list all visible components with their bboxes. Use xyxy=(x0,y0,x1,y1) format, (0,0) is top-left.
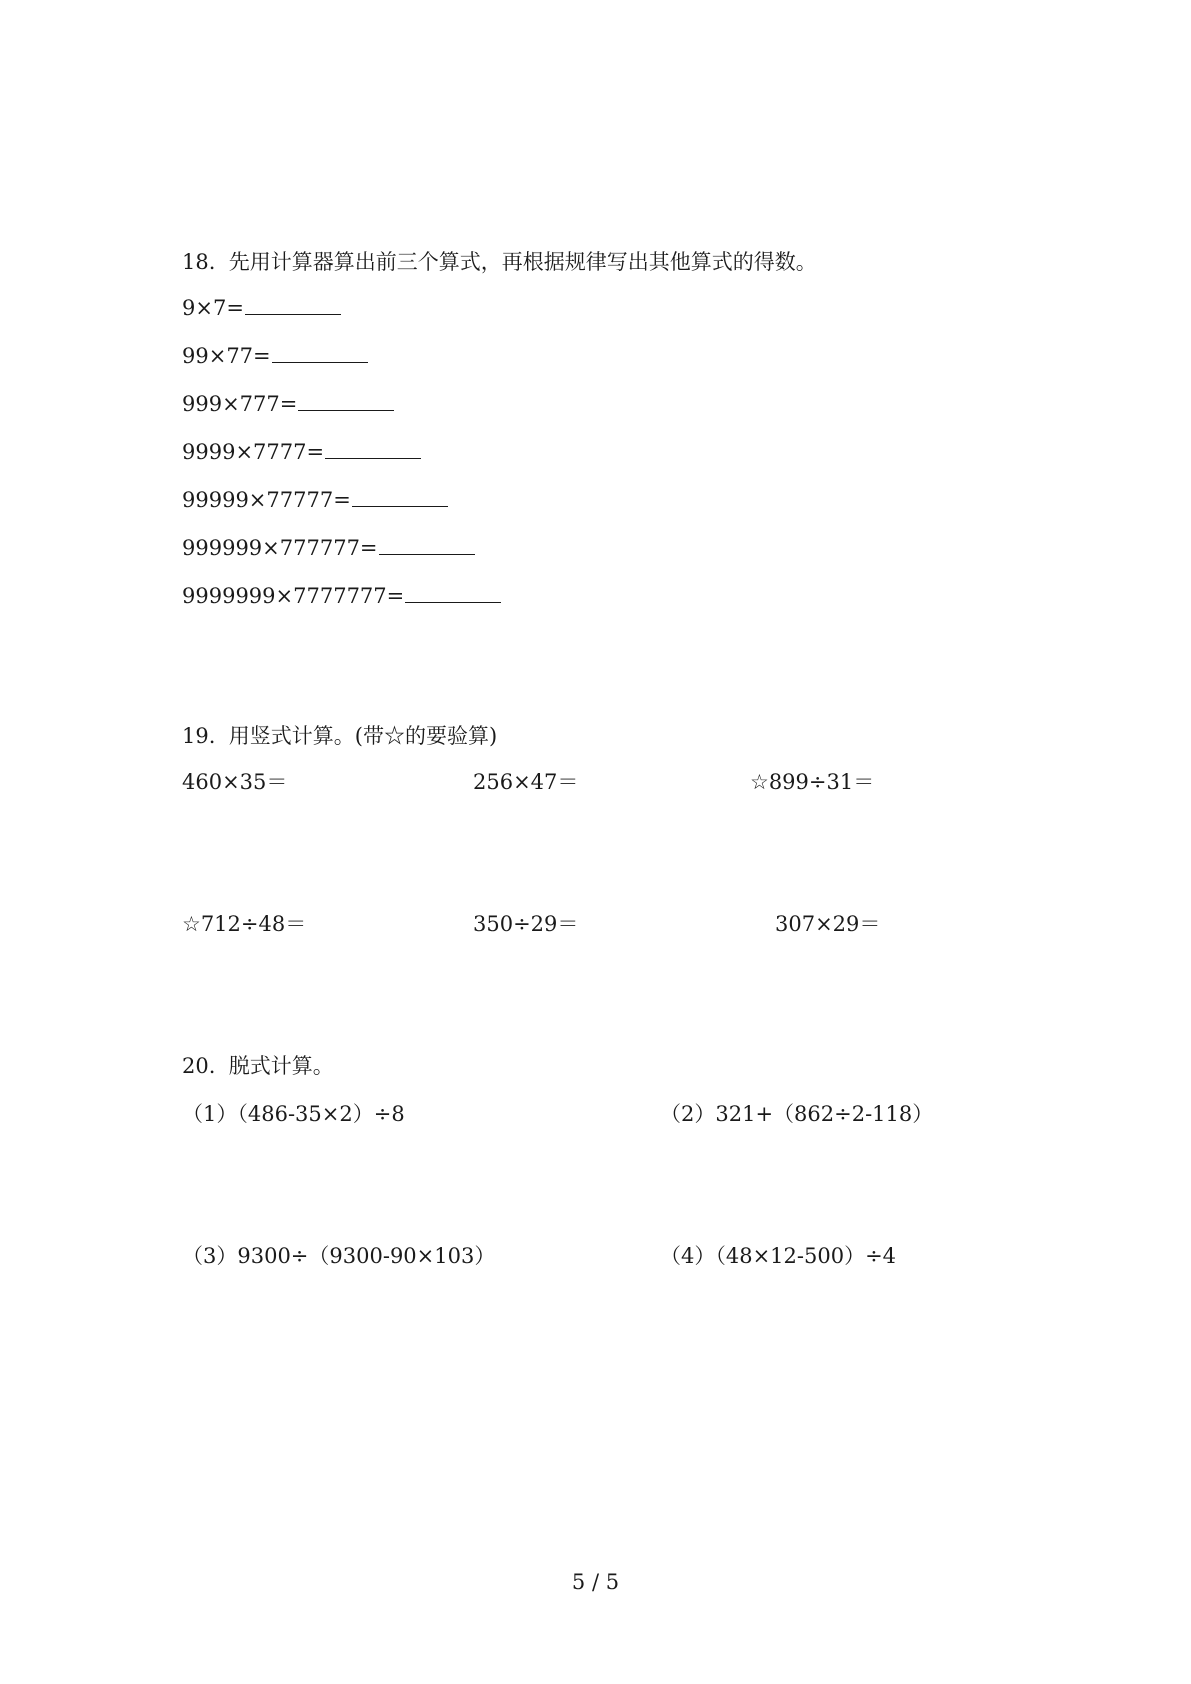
q19-problem: ☆899÷31＝ xyxy=(750,770,875,794)
q18-item xyxy=(182,294,341,322)
q19-problem: 350÷29＝ xyxy=(473,912,579,936)
q18-item xyxy=(182,342,368,370)
answer-blank[interactable] xyxy=(379,536,475,555)
answer-blank[interactable] xyxy=(298,392,394,411)
q20-problem-3: （3）9300÷（9300-90×103） xyxy=(182,1244,496,1268)
q18-expression: 999×777= xyxy=(182,392,298,416)
q20-problem-4: （4）（48×12-500）÷4 xyxy=(660,1244,897,1268)
q18-expression: 9999999×7777777= xyxy=(182,584,405,608)
page-number: 5 / 5 xyxy=(571,1570,620,1594)
q19-problem: 307×29＝ xyxy=(775,912,881,936)
q19-title: 19. 用竖式计算。(带☆的要验算) xyxy=(182,724,498,748)
answer-blank[interactable] xyxy=(325,440,421,459)
q18-expression: 9999×7777= xyxy=(182,440,325,464)
q18-item xyxy=(182,582,501,610)
q18-expression: 999999×777777= xyxy=(182,536,378,560)
q20-title: 20. 脱式计算。 xyxy=(182,1054,334,1078)
q18-item xyxy=(182,390,394,418)
answer-blank[interactable] xyxy=(272,344,368,363)
q19-problem: 256×47＝ xyxy=(473,770,579,794)
answer-blank[interactable] xyxy=(245,296,341,315)
q18-item xyxy=(182,534,475,562)
answer-blank[interactable] xyxy=(352,488,448,507)
q18-item xyxy=(182,486,448,514)
q18-item xyxy=(182,438,421,466)
answer-blank[interactable] xyxy=(405,584,501,603)
q18-title: 18. 先用计算器算出前三个算式，再根据规律写出其他算式的得数。 xyxy=(182,250,817,274)
q18-expression: 99×77= xyxy=(182,344,271,368)
q18-expression: 9×7= xyxy=(182,296,244,320)
q18-expression: 99999×77777= xyxy=(182,488,351,512)
q19-problem: 460×35＝ xyxy=(182,770,288,794)
q19-problem: ☆712÷48＝ xyxy=(182,912,307,936)
q20-problem-2: （2）321+（862÷2-118） xyxy=(660,1102,934,1126)
q20-problem-1: （1）（486-35×2）÷8 xyxy=(182,1102,405,1126)
